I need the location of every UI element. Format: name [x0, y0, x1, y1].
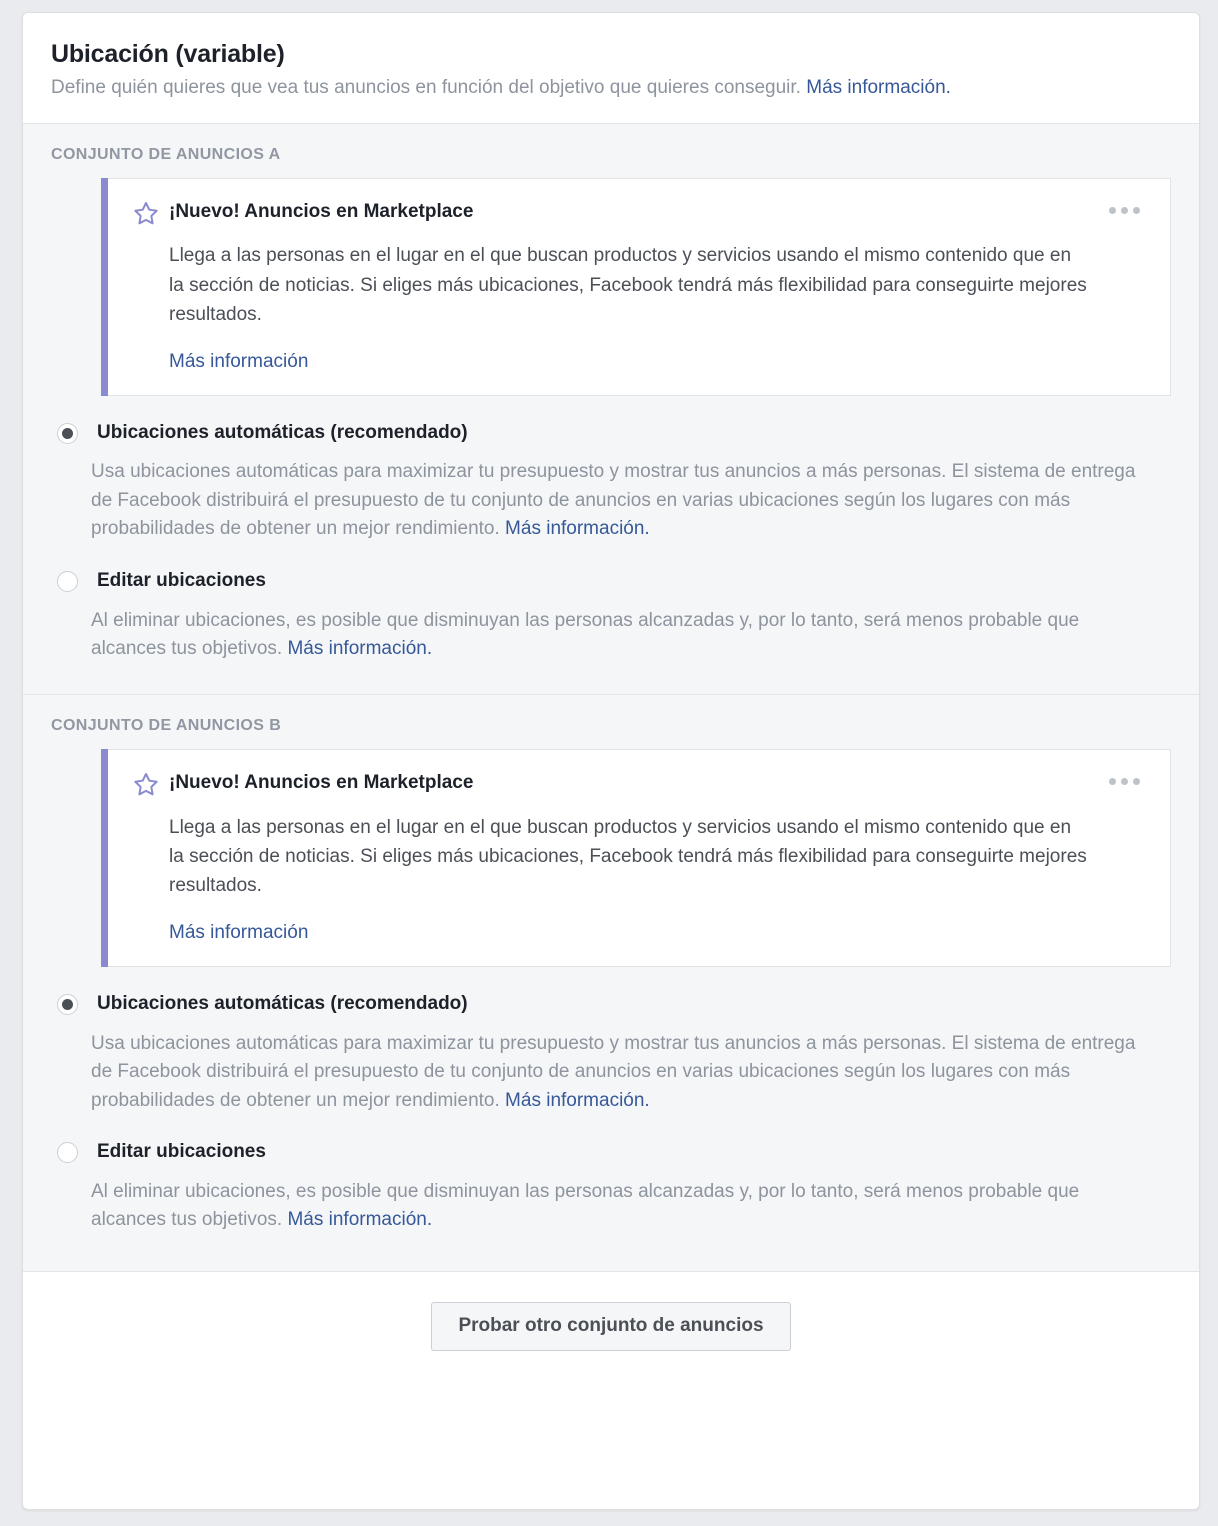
adset-section-b — [23, 694, 1199, 1265]
option-automatic-label-b: Ubicaciones automáticas (recomendado) — [97, 992, 468, 1014]
option-automatic-desc-text-a: Usa ubicaciones automáticas para maximizar tu presupuesto y mostrar tus anuncios a más personas. El sistema de entrega de Facebook distribuirá el presupuesto de tu conjunto de anuncios en varias ubicaciones según los lugares con más probabilidades de obtener un mejor rendimiento. — [91, 461, 1136, 540]
panel-footer — [23, 1271, 1199, 1385]
option-automatic-label-a: Ubicaciones automáticas (recomendado) — [97, 421, 468, 443]
option-automatic-placements-a — [51, 422, 1171, 544]
option-edit-placements-a — [51, 570, 1171, 664]
panel-header — [23, 13, 1199, 124]
page-subtitle — [51, 75, 1171, 101]
option-automatic-learn-more-link-b[interactable]: Más información. — [505, 1089, 650, 1111]
marketplace-promo-card-a — [101, 178, 1171, 396]
ellipsis-icon[interactable] — [1098, 768, 1150, 785]
option-edit-head-b[interactable] — [51, 1141, 1171, 1164]
adset-label-b: CONJUNTO DE ANUNCIOS B — [51, 716, 282, 734]
placement-panel — [22, 12, 1200, 1510]
promo-title-b: ¡Nuevo! Anuncios en Marketplace — [169, 771, 474, 793]
promo-body-b: Llega a las personas en el lugar en el que buscan productos y servicios usando el mismo contenido que en la sección de noticias. Si eliges más ubicaciones, Facebook tendrá más flexibilidad para conseguirte mejores resultados. — [169, 816, 1087, 896]
radio-edit-placements-a[interactable] — [57, 571, 78, 592]
promo-accent-bar-b — [101, 749, 108, 967]
promo-title-a: ¡Nuevo! Anuncios en Marketplace — [169, 200, 474, 222]
page-title: Ubicación (variable) — [51, 40, 285, 68]
option-automatic-learn-more-link-a[interactable]: Más información. — [505, 518, 650, 540]
option-automatic-desc-b — [91, 1030, 1146, 1116]
adset-section-a — [23, 124, 1199, 694]
promo-content-b — [169, 768, 1098, 944]
option-automatic-desc-text-b: Usa ubicaciones automáticas para maximizar tu presupuesto y mostrar tus anuncios a más personas. El sistema de entrega de Facebook distribuirá el presupuesto de tu conjunto de anuncios en varias ubicaciones según los lugares con más probabilidades de obtener un mejor rendimiento. — [91, 1032, 1136, 1111]
option-edit-desc-text-a: Al eliminar ubicaciones, es posible que disminuyan las personas alcanzadas y, por lo tanto, será menos probable que alcances tus objetivos. — [91, 609, 1080, 660]
radio-automatic-placements-b[interactable] — [57, 994, 78, 1015]
option-edit-desc-a — [91, 607, 1146, 664]
radio-automatic-placements-a[interactable] — [57, 423, 78, 444]
option-edit-label-b: Editar ubicaciones — [97, 1141, 266, 1162]
ellipsis-icon[interactable] — [1098, 197, 1150, 214]
promo-learn-more-link-a[interactable]: Más información — [169, 350, 309, 372]
option-edit-head-a[interactable] — [51, 570, 1171, 593]
option-edit-desc-b — [91, 1178, 1146, 1235]
ellipsis-dots-a — [1109, 207, 1140, 214]
option-automatic-head-a[interactable] — [51, 422, 1171, 445]
radio-edit-placements-b[interactable] — [57, 1142, 78, 1163]
page-subtitle-text: Define quién quieres que vea tus anuncios en función del objetivo que quieres conseguir. — [51, 77, 801, 98]
ellipsis-dots-b — [1109, 778, 1140, 785]
promo-content-a — [169, 197, 1098, 373]
option-edit-label-a: Editar ubicaciones — [97, 569, 266, 591]
promo-accent-bar-a — [101, 178, 108, 396]
star-icon — [123, 768, 169, 800]
option-edit-placements-b — [51, 1141, 1171, 1235]
option-edit-learn-more-link-b[interactable]: Más información. — [287, 1209, 433, 1231]
header-learn-more-link[interactable]: Más información. — [806, 77, 951, 98]
option-automatic-head-b[interactable] — [51, 993, 1171, 1016]
try-another-adset-button[interactable]: Probar otro conjunto de anuncios — [431, 1302, 790, 1351]
option-automatic-desc-a — [91, 458, 1146, 544]
promo-body-a: Llega a las personas en el lugar en el que buscan productos y servicios usando el mismo contenido que en la sección de noticias. Si eliges más ubicaciones, Facebook tendrá más flexibilidad para conseguirte mejores resultados. — [169, 245, 1087, 325]
option-edit-desc-text-b: Al eliminar ubicaciones, es posible que disminuyan las personas alcanzadas y, por lo tanto, será menos probable que alcances tus objetivos. — [91, 1180, 1080, 1231]
option-edit-learn-more-link-a[interactable]: Más información. — [287, 638, 433, 660]
option-automatic-placements-b — [51, 993, 1171, 1115]
promo-learn-more-link-b[interactable]: Más información — [169, 921, 309, 943]
star-icon — [123, 197, 169, 229]
marketplace-promo-card-b — [101, 749, 1171, 967]
adset-label-a: CONJUNTO DE ANUNCIOS A — [51, 145, 281, 163]
panel-body — [23, 124, 1199, 1271]
